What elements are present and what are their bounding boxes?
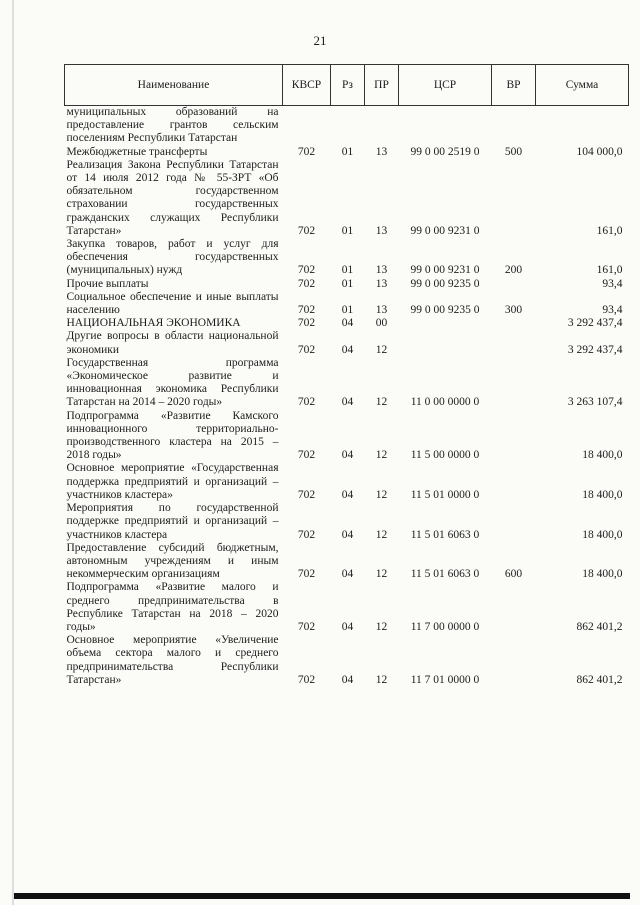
cell-vr <box>492 462 536 502</box>
cell-sum: 18 400,0 <box>582 528 623 541</box>
cell-kvsr <box>283 106 331 146</box>
cell-sum: 93,4 <box>602 277 623 290</box>
cell-kvsr: 702 <box>297 528 316 541</box>
cell-kvsr: 702 <box>297 264 316 277</box>
header-rz: Рз <box>331 65 365 106</box>
scan-bottom-border <box>14 893 630 899</box>
cell-rz: 04 <box>341 396 354 409</box>
cell-sum: 862 401,2 <box>576 620 623 633</box>
cell-vr <box>492 502 536 542</box>
cell-rz: 04 <box>341 317 354 330</box>
cell-sum: 161,0 <box>596 224 623 237</box>
cell-name: Предоставление субсидий бюджетным, автономным учреждениям и иным некоммерческим организациям <box>66 541 279 581</box>
cell-rz: 01 <box>341 145 354 158</box>
table-row <box>65 542 629 582</box>
cell-name: Государственная программа «Экономическое развитие и инновационная экономика Республики Татарстан на 2014 – 2020 годы» <box>66 356 279 409</box>
table-row <box>65 634 629 687</box>
cell-kvsr: 702 <box>297 145 316 158</box>
cell-csr: 99 0 00 9235 0 <box>410 304 480 317</box>
cell-sum: 3 292 437,4 <box>567 343 623 356</box>
cell-csr: 11 0 00 0000 0 <box>410 396 480 409</box>
cell-csr: 99 0 00 2519 0 <box>410 145 480 158</box>
table-row <box>65 410 629 463</box>
table-row <box>65 159 629 238</box>
cell-name: муниципальных образований на предоставление грантов сельским поселениям Республики Татарстан <box>66 106 279 145</box>
page-number: 21 <box>313 33 327 48</box>
cell-rz: 04 <box>341 488 354 501</box>
cell-pr: 13 <box>375 224 388 237</box>
cell-kvsr: 702 <box>297 449 316 462</box>
cell-rz: 04 <box>341 620 354 633</box>
cell-vr <box>492 278 536 291</box>
cell-kvsr: 702 <box>297 224 316 237</box>
cell-sum: 104 000,0 <box>576 145 623 158</box>
cell-rz: 01 <box>341 277 354 290</box>
cell-kvsr: 702 <box>297 620 316 633</box>
cell-pr: 00 <box>375 317 388 330</box>
cell-rz: 01 <box>341 224 354 237</box>
cell-csr: 99 0 00 9235 0 <box>410 277 480 290</box>
cell-pr <box>365 106 399 146</box>
cell-pr: 13 <box>375 277 388 290</box>
table-row <box>65 278 629 291</box>
cell-vr <box>492 581 536 634</box>
cell-kvsr: 702 <box>297 277 316 290</box>
cell-kvsr: 702 <box>297 343 316 356</box>
cell-sum: 18 400,0 <box>582 449 623 462</box>
cell-name: Реализация Закона Республики Татарстан от 14 июля 2012 года № 55-ЗРТ «Об обязательном государственном страховании государственных гражданских служащих Республики Татарстан» <box>66 158 279 237</box>
table-row <box>65 317 629 330</box>
cell-pr: 12 <box>375 568 388 581</box>
cell-name: Мероприятия по государственной поддержке предприятий и организаций – участников кластера <box>66 502 279 541</box>
cell-csr: 11 5 01 0000 0 <box>410 488 480 501</box>
cell-vr <box>492 410 536 463</box>
table-row <box>65 581 629 634</box>
table-row <box>65 291 629 317</box>
cell-rz: 04 <box>341 528 354 541</box>
header-kvsr: КВСР <box>283 65 331 106</box>
cell-csr: 11 5 01 6063 0 <box>410 528 480 541</box>
cell-vr <box>492 317 536 330</box>
table-header-row <box>65 65 629 106</box>
cell-vr <box>492 634 536 687</box>
cell-name: Социальное обеспечение и иные выплаты населению <box>66 290 279 317</box>
cell-kvsr: 702 <box>297 396 316 409</box>
cell-sum: 18 400,0 <box>582 488 623 501</box>
cell-pr: 12 <box>375 488 388 501</box>
cell-sum: 93,4 <box>602 304 623 317</box>
cell-vr: 300 <box>504 304 523 317</box>
cell-sum: 3 292 437,4 <box>567 317 623 330</box>
cell-pr: 13 <box>375 145 388 158</box>
cell-csr <box>399 317 492 330</box>
cell-sum: 18 400,0 <box>582 568 623 581</box>
cell-csr: 11 5 01 6063 0 <box>410 568 480 581</box>
table-row <box>65 238 629 278</box>
cell-csr: 99 0 00 9231 0 <box>410 224 480 237</box>
cell-pr: 12 <box>375 449 388 462</box>
cell-csr <box>399 330 492 356</box>
scan-edge <box>12 0 14 905</box>
cell-pr: 12 <box>375 396 388 409</box>
cell-name: Межбюджетные трансферты <box>66 145 208 158</box>
cell-csr: 11 7 01 0000 0 <box>410 673 480 686</box>
cell-pr: 12 <box>375 528 388 541</box>
cell-csr: 99 0 00 9231 0 <box>410 264 480 277</box>
cell-pr: 12 <box>375 343 388 356</box>
cell-csr: 11 7 00 0000 0 <box>410 620 480 633</box>
header-pr: ПР <box>365 65 399 106</box>
cell-pr: 13 <box>375 304 388 317</box>
cell-name: Подпрограмма «Развитие Камского инновационного территориально-производственного кластера на 2015 – 2018 годы» <box>66 409 279 462</box>
table-row <box>65 330 629 356</box>
cell-rz: 04 <box>341 343 354 356</box>
cell-rz: 04 <box>341 673 354 686</box>
cell-name: Основное мероприятие «Государственная поддержка предприятий и организаций – участников кластера» <box>66 462 279 501</box>
table-row <box>65 502 629 542</box>
cell-vr: 600 <box>504 568 523 581</box>
header-vr: ВР <box>492 65 536 106</box>
cell-vr <box>492 330 536 356</box>
cell-name: Основное мероприятие «Увеличение объема сектора малого и среднего предпринимательства Республики Татарстан» <box>66 634 279 686</box>
cell-pr: 12 <box>375 620 388 633</box>
table-row <box>65 146 629 159</box>
table-body <box>65 106 629 687</box>
cell-rz: 04 <box>341 449 354 462</box>
header-sum: Сумма <box>536 65 629 106</box>
cell-vr: 500 <box>504 145 523 158</box>
header-name: Наименование <box>65 65 283 106</box>
header-csr: ЦСР <box>399 65 492 106</box>
cell-kvsr: 702 <box>297 568 316 581</box>
cell-vr <box>492 159 536 238</box>
cell-sum: 3 263 107,4 <box>567 396 623 409</box>
cell-name: НАЦИОНАЛЬНАЯ ЭКОНОМИКА <box>66 317 241 330</box>
cell-name: Подпрограмма «Развитие малого и среднего предпринимательства в Республике Татарстан на 2018 – 2020 годы» <box>66 581 279 633</box>
cell-pr: 13 <box>375 264 388 277</box>
cell-kvsr: 702 <box>297 488 316 501</box>
table-row <box>65 462 629 502</box>
cell-csr: 11 5 00 0000 0 <box>410 449 480 462</box>
cell-name: Другие вопросы в области национальной экономики <box>66 330 279 356</box>
cell-name: Прочие выплаты <box>66 277 149 290</box>
cell-vr <box>492 106 536 146</box>
cell-rz: 04 <box>341 568 354 581</box>
cell-kvsr: 702 <box>297 673 316 686</box>
cell-kvsr: 702 <box>297 304 316 317</box>
cell-rz: 01 <box>341 304 354 317</box>
cell-rz <box>331 106 365 146</box>
budget-table <box>64 64 629 687</box>
cell-kvsr: 702 <box>297 317 316 330</box>
cell-vr <box>492 357 536 410</box>
table-row <box>65 106 629 146</box>
cell-name: Закупка товаров, работ и услуг для обеспечения государственных (муниципальных) нужд <box>66 238 279 277</box>
cell-sum: 161,0 <box>596 264 623 277</box>
cell-pr: 12 <box>375 673 388 686</box>
cell-csr <box>399 106 492 146</box>
budget-table-container <box>64 64 628 687</box>
cell-sum: 862 401,2 <box>576 673 623 686</box>
cell-rz: 01 <box>341 264 354 277</box>
cell-sum <box>536 106 629 146</box>
table-row <box>65 357 629 410</box>
cell-vr: 200 <box>504 264 523 277</box>
